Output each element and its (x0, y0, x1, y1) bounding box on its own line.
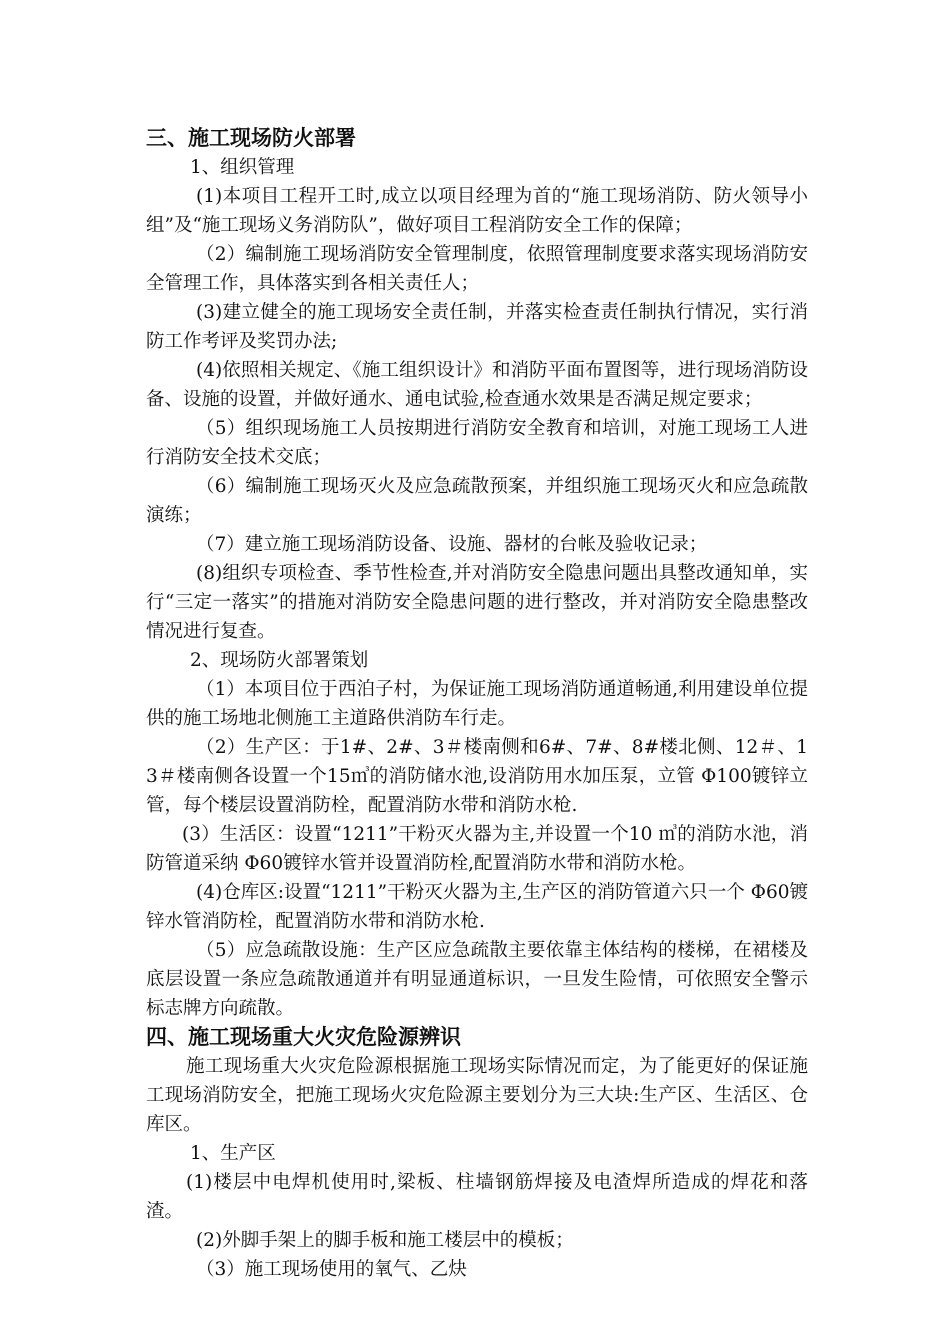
paragraph: （7）建立施工现场消防设备、设施、器材的台帐及验收记录； (196, 534, 708, 555)
paragraph: (1)楼层中电焊机使用时,梁板、柱墙钢筋焊接及电渣焊所造成的焊花和落渣。 (146, 1172, 808, 1222)
section-3-subheading-1: 1、组织管理 (190, 157, 295, 178)
paragraph: （6）编制施工现场灭火及应急疏散预案，并组织施工现场灭火和应急疏散演练； (146, 476, 808, 526)
paragraph: （2）编制施工现场消防安全管理制度，依照管理制度要求落实现场消防安全管理工作，具体落实到各相关责任人； (146, 244, 808, 294)
paragraph: （3）施工现场使用的氧气、乙炔 (196, 1259, 467, 1280)
paragraph: （5）应急疏散设施：生产区应急疏散主要依靠主体结构的楼梯，在裙楼及底层设置一条应急疏散通道并有明显通道标识，一旦发生险情，可依照安全警示标志牌方向疏散。 (146, 940, 808, 1019)
section-4-subheading-1: 1、生产区 (190, 1143, 276, 1164)
paragraph: （5）组织现场施工人员按期进行消防安全教育和培训，对施工现场工人进行消防安全技术交底； (146, 418, 808, 468)
document-body (146, 124, 808, 1284)
paragraph: 施工现场重大火灾危险源根据施工现场实际情况而定，为了能更好的保证施工现场消防安全，把施工现场火灾危险源主要划分为三大块:生产区、生活区、仓库区。 (146, 1056, 808, 1135)
paragraph: (4)仓库区:设置“1211”干粉灭火器为主,生产区的消防管道六只一个 Φ60镀锌水管消防栓，配置消防水带和消防水枪. (146, 882, 808, 932)
paragraph: (3）生活区：设置“1211”干粉灭火器为主,并设置一个10 ㎥的消防水池，消防管道采纳 Φ60镀锌水管并设置消防栓,配置消防水带和消防水枪。 (146, 824, 808, 874)
paragraph: (3)建立健全的施工现场安全责任制，并落实检查责任制执行情况，实行消防工作考评及奖罚办法; (146, 302, 808, 352)
paragraph: (4)依照相关规定、《施工组织设计》和消防平面布置图等，进行现场消防设备、设施的设置，并做好通水、通电试验,检查通水效果是否满足规定要求； (146, 360, 808, 410)
section-3-subheading-2: 2、现场防火部署策划 (190, 650, 369, 671)
paragraph: (2)外脚手架上的脚手板和施工楼层中的模板； (196, 1230, 574, 1251)
section-4-heading: 四、施工现场重大火灾危险源辨识 (146, 1025, 461, 1049)
section-3-heading: 三、施工现场防火部署 (146, 126, 356, 150)
paragraph: (1)本项目工程开工时,成立以项目经理为首的“施工现场消防、防火领导小组”及“施工现场义务消防队”，做好项目工程消防安全工作的保障； (146, 186, 808, 236)
paragraph: （2）生产区：于1#、2#、3＃楼南侧和6#、7#、8#楼北侧、12＃、13＃楼南侧各设置一个15㎥的消防储水池,设消防用水加压泵，立管 Φ100镀锌立管，每个楼层设置消防栓，配置消防水带和消防水枪. (146, 737, 808, 816)
paragraph: (8)组织专项检查、季节性检查,并对消防安全隐患问题出具整改通知单，实行“三定一落实”的措施对消防安全隐患问题的进行整改，并对消防安全隐患整改情况进行复查。 (146, 563, 808, 642)
paragraph: （1）本项目位于西泊子村，为保证施工现场消防通道畅通,利用建设单位提供的施工场地北侧施工主道路供消防车行走。 (146, 679, 808, 729)
